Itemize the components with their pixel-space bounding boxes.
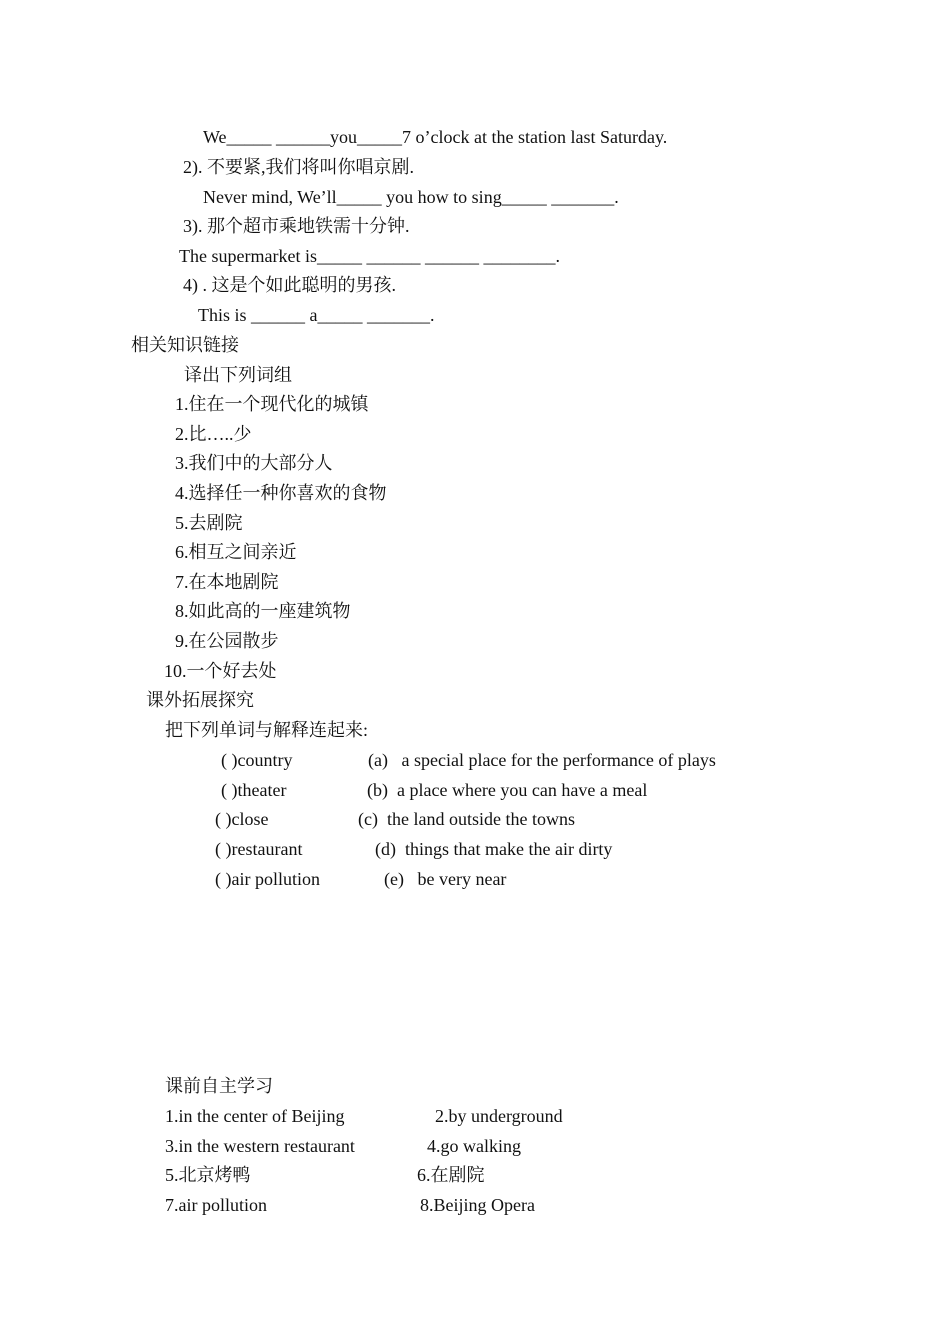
match-definition: (b) a place where you can have a meal xyxy=(367,780,648,800)
knowledge-item: 5.去剧院 xyxy=(175,513,243,533)
knowledge-item: 1.住在一个现代化的城镇 xyxy=(175,394,369,414)
answer-item: 1.in the center of Beijing xyxy=(165,1106,345,1126)
answer-item: 4.go walking xyxy=(427,1136,521,1156)
knowledge-item: 4.选择任一种你喜欢的食物 xyxy=(175,483,387,503)
translation-item-2-zh: 2). 不要紧,我们将叫你唱京剧. xyxy=(183,157,414,177)
knowledge-item: 3.我们中的大部分人 xyxy=(175,453,333,473)
translation-item-4-en: This is ______ a_____ _______. xyxy=(198,305,435,325)
knowledge-heading: 相关知识链接 xyxy=(131,335,239,355)
extension-instruction: 把下列单词与解释连起来: xyxy=(165,720,368,740)
translation-line-1-en: We_____ ______you_____7 o’clock at the station last Saturday. xyxy=(203,127,668,147)
answer-item: 5.北京烤鸭 xyxy=(165,1165,251,1185)
match-word: ( )theater xyxy=(221,780,287,800)
knowledge-item: 7.在本地剧院 xyxy=(175,572,279,592)
knowledge-item: 10.一个好去处 xyxy=(164,661,277,681)
answers-heading: 课前自主学习 xyxy=(165,1076,273,1096)
knowledge-item: 8.如此高的一座建筑物 xyxy=(175,601,351,621)
translation-item-3-en: The supermarket is_____ ______ ______ ________. xyxy=(179,246,560,266)
match-definition: (a) a special place for the performance of plays xyxy=(368,750,716,770)
match-definition: (e) be very near xyxy=(384,869,507,889)
match-word: ( )air pollution xyxy=(215,869,320,889)
knowledge-item: 9.在公园散步 xyxy=(175,631,279,651)
translation-item-2-en: Never mind, We’ll_____ you how to sing_____ _______. xyxy=(203,187,619,207)
match-word: ( )country xyxy=(221,750,293,770)
answer-item: 7.air pollution xyxy=(165,1195,267,1215)
knowledge-item: 2.比…..少 xyxy=(175,424,252,444)
extension-heading: 课外拓展探究 xyxy=(146,690,254,710)
match-definition: (d) things that make the air dirty xyxy=(375,839,613,859)
answer-item: 2.by underground xyxy=(435,1106,563,1126)
translation-item-3-zh: 3). 那个超市乘地铁需十分钟. xyxy=(183,216,410,236)
knowledge-item: 6.相互之间亲近 xyxy=(175,542,297,562)
knowledge-subheading: 译出下列词组 xyxy=(184,365,292,385)
answer-item: 6.在剧院 xyxy=(417,1165,485,1185)
translation-item-4-zh: 4) . 这是个如此聪明的男孩. xyxy=(183,275,396,295)
answer-item: 8.Beijing Opera xyxy=(420,1195,535,1215)
match-word: ( )close xyxy=(215,809,269,829)
match-definition: (c) the land outside the towns xyxy=(358,809,575,829)
match-word: ( )restaurant xyxy=(215,839,303,859)
answer-item: 3.in the western restaurant xyxy=(165,1136,355,1156)
